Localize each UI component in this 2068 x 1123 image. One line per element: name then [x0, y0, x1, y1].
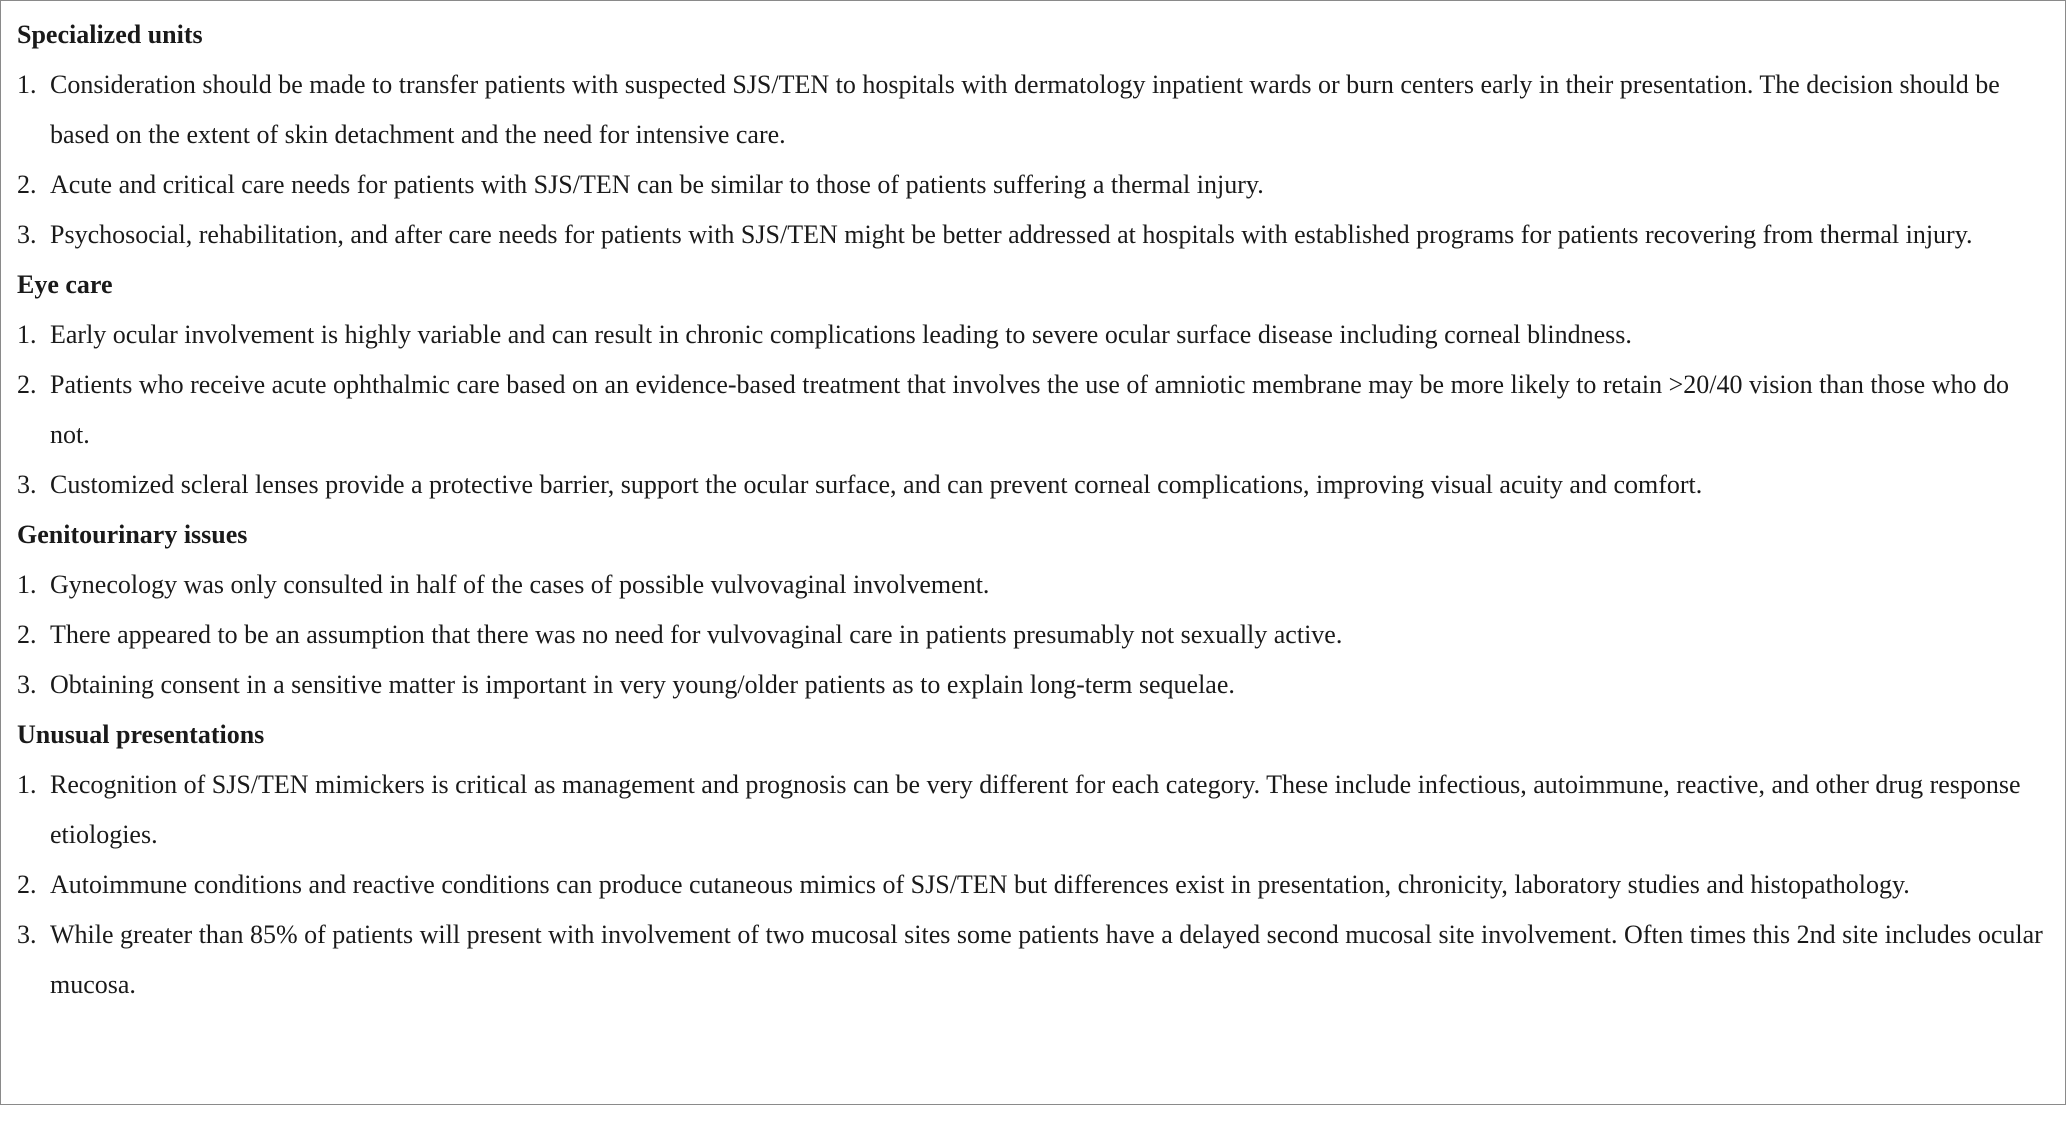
item-number: 2. [17, 620, 37, 649]
section-heading: Eye care [17, 270, 113, 299]
item-text: Obtaining consent in a sensitive matter is important in very young/older patients as to explain long-term sequelae. [50, 670, 1235, 699]
list-item [17, 310, 2047, 360]
list-item [17, 210, 2047, 260]
list-item [17, 910, 2047, 1010]
item-text: Customized scleral lenses provide a protective barrier, support the ocular surface, and can prevent corneal complications, improving visual acuity and comfort. [50, 470, 1703, 499]
item-text: Recognition of SJS/TEN mimickers is critical as management and prognosis can be very different for each category. These include infectious, autoimmune, reactive, and other drug response etiologies. [50, 770, 2021, 849]
item-number: 3. [17, 670, 37, 699]
item-text: While greater than 85% of patients will present with involvement of two mucosal sites some patients have a delayed second mucosal site involvement. Often times this 2nd site includes ocular mucosa. [50, 920, 2043, 999]
item-number: 2. [17, 370, 37, 399]
section-heading: Genitourinary issues [17, 520, 248, 549]
item-text: Gynecology was only consulted in half of the cases of possible vulvovaginal involvement. [50, 570, 990, 599]
list-item [17, 760, 2047, 860]
item-text: Acute and critical care needs for patients with SJS/TEN can be similar to those of patients suffering a thermal injury. [50, 170, 1264, 199]
list-item [17, 610, 2047, 660]
list-item [17, 160, 2047, 210]
item-number: 1. [17, 320, 37, 349]
item-number: 2. [17, 170, 37, 199]
item-text: There appeared to be an assumption that there was no need for vulvovaginal care in patients presumably not sexually active. [50, 620, 1343, 649]
item-text: Consideration should be made to transfer patients with suspected SJS/TEN to hospitals with dermatology inpatient wards or burn centers early in their presentation. The decision should be based on the extent of skin detachment and the need for intensive care. [50, 70, 2000, 149]
list-item [17, 660, 2047, 710]
list-item [17, 60, 2047, 160]
item-number: 3. [17, 470, 37, 499]
section-eye-care [17, 260, 2047, 510]
recommendations-table [17, 10, 2047, 1010]
section-specialized-units [17, 10, 2047, 260]
item-number: 2. [17, 870, 37, 899]
item-number: 1. [17, 570, 37, 599]
list-item [17, 360, 2047, 460]
item-number: 1. [17, 770, 37, 799]
item-text: Early ocular involvement is highly variable and can result in chronic complications leading to severe ocular surface disease including corneal blindness. [50, 320, 1632, 349]
section-genitourinary-issues [17, 510, 2047, 710]
section-heading: Unusual presentations [17, 720, 265, 749]
list-item [17, 460, 2047, 510]
item-text: Psychosocial, rehabilitation, and after care needs for patients with SJS/TEN might be better addressed at hospitals with established programs for patients recovering from thermal injury. [50, 220, 1973, 249]
item-number: 3. [17, 220, 37, 249]
item-number: 3. [17, 920, 37, 949]
item-text: Patients who receive acute ophthalmic care based on an evidence-based treatment that involves the use of amniotic membrane may be more likely to retain >20/40 vision than those who do not. [50, 370, 2009, 449]
list-item [17, 860, 2047, 910]
item-text: Autoimmune conditions and reactive conditions can produce cutaneous mimics of SJS/TEN but differences exist in presentation, chronicity, laboratory studies and histopathology. [50, 870, 1910, 899]
item-number: 1. [17, 70, 37, 99]
list-item [17, 560, 2047, 610]
section-heading: Specialized units [17, 20, 203, 49]
section-unusual-presentations [17, 710, 2047, 1010]
